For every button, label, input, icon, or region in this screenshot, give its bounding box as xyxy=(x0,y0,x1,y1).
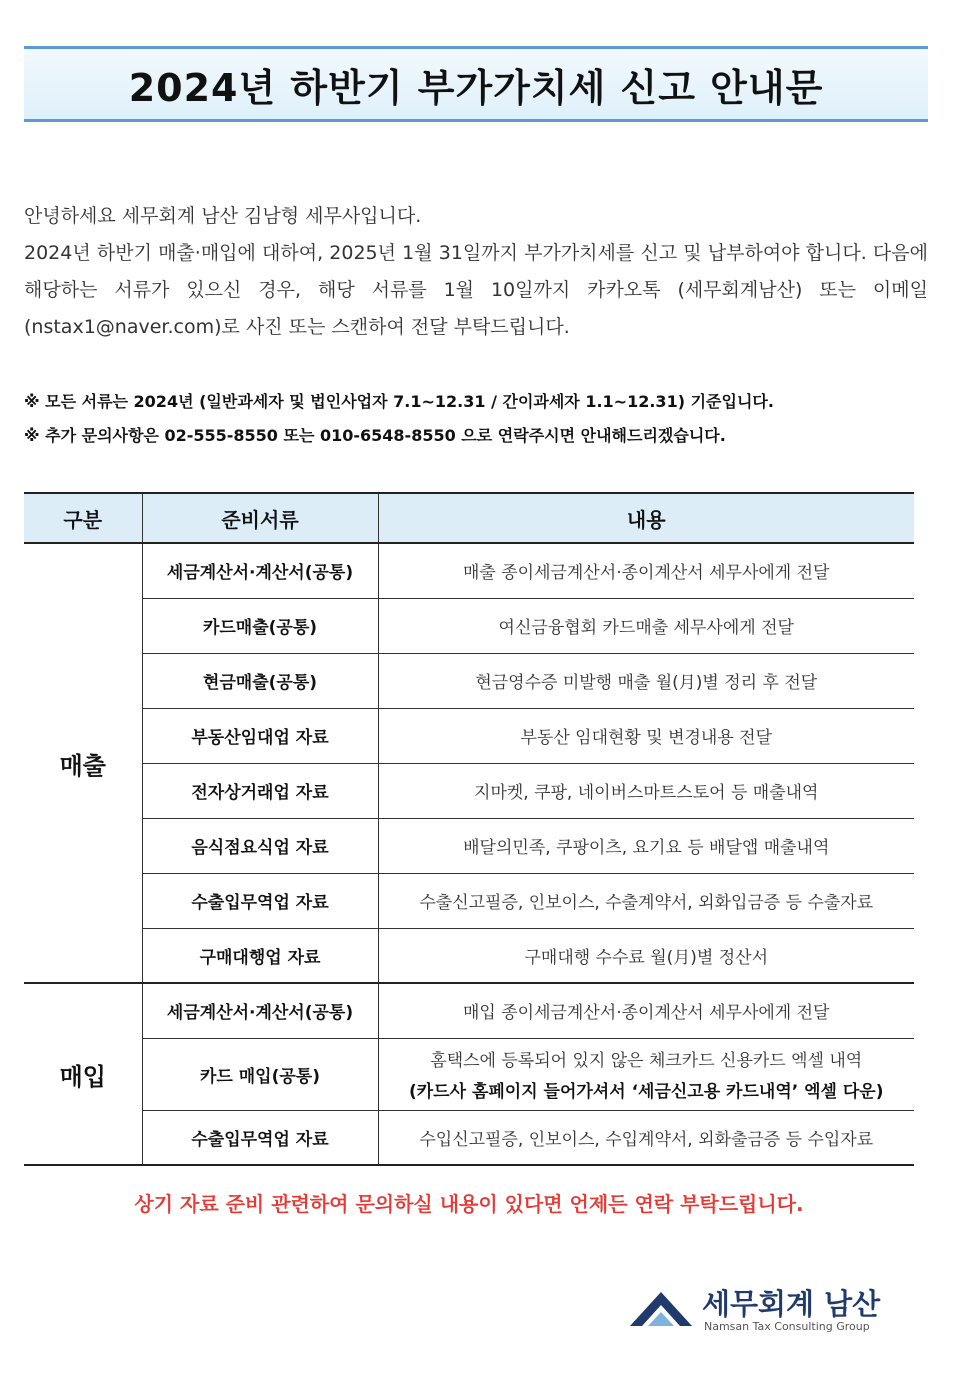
header-documents: 준비서류 xyxy=(142,493,378,543)
doc-content: 수출신고필증, 인보이스, 수출계약서, 외화입금증 등 수출자료 xyxy=(378,873,914,928)
logo-name-en: Namsan Tax Consulting Group xyxy=(704,1320,870,1333)
intro-text xyxy=(24,198,928,346)
doc-name: 카드 매입(공통) xyxy=(142,1038,378,1110)
doc-name: 수출입무역업 자료 xyxy=(142,1110,378,1165)
table-row xyxy=(24,763,914,818)
doc-content: 구매대행 수수료 월(月)별 정산서 xyxy=(378,928,914,983)
doc-content: 배달의민족, 쿠팡이츠, 요기요 등 배달앱 매출내역 xyxy=(378,818,914,873)
doc-name: 세금계산서·계산서(공통) xyxy=(142,983,378,1038)
doc-name: 현금매출(공통) xyxy=(142,653,378,708)
doc-content: 부동산 임대현황 및 변경내용 전달 xyxy=(378,708,914,763)
category-purchase: 매입 xyxy=(24,983,142,1165)
table-row xyxy=(24,928,914,983)
logo-name-ko: 세무회계 남산 xyxy=(702,1287,881,1321)
doc-name: 음식점요식업 자료 xyxy=(142,818,378,873)
table-row xyxy=(24,983,914,1038)
category-sales: 매출 xyxy=(24,543,142,983)
doc-content: 매출 종이세금계산서·종이계산서 세무사에게 전달 xyxy=(378,543,914,598)
note-basis: ※ 모든 서류는 2024년 (일반과세자 및 법인사업자 7.1~12.31 / 간이과세자 1.1~12.31) 기준입니다. xyxy=(24,392,774,411)
table-row xyxy=(24,818,914,873)
table-row xyxy=(24,873,914,928)
page-title: 2024년 하반기 부가가치세 신고 안내문 xyxy=(128,65,824,110)
table-header-row xyxy=(24,493,914,543)
table-row xyxy=(24,1038,914,1110)
greeting: 안녕하세요 세무회계 남산 김남형 세무사입니다. xyxy=(24,205,422,227)
doc-content: 지마켓, 쿠팡, 네이버스마트스토어 등 매출내역 xyxy=(378,763,914,818)
header-content: 내용 xyxy=(378,493,914,543)
doc-content-line2: (카드사 홈페이지 들어가셔서 ‘세금신고용 카드내역’ 엑셀 다운) xyxy=(408,1082,884,1102)
company-logo xyxy=(630,1284,910,1334)
doc-name: 부동산임대업 자료 xyxy=(142,708,378,763)
header-category: 구분 xyxy=(24,493,142,543)
title-banner xyxy=(24,46,928,122)
doc-name: 수출입무역업 자료 xyxy=(142,873,378,928)
doc-content xyxy=(378,1038,914,1110)
table-row xyxy=(24,543,914,598)
doc-content: 현금영수증 미발행 매출 월(月)별 정리 후 전달 xyxy=(378,653,914,708)
doc-name: 구매대행업 자료 xyxy=(142,928,378,983)
documents-table xyxy=(24,492,914,1166)
note-contact: ※ 추가 문의사항은 02-555-8550 또는 010-6548-8550 으로 연락주시면 안내해드리겠습니다. xyxy=(24,426,726,445)
doc-content: 수입신고필증, 인보이스, 수입계약서, 외화출금증 등 수입자료 xyxy=(378,1110,914,1165)
doc-content: 매입 종이세금계산서·종이계산서 세무사에게 전달 xyxy=(378,983,914,1038)
notes xyxy=(24,388,928,456)
doc-content: 여신금융협회 카드매출 세무사에게 전달 xyxy=(378,598,914,653)
intro-body: 2024년 하반기 매출·매입에 대하여, 2025년 1월 31일까지 부가가치세를 신고 및 납부하여야 합니다. 다음에 해당하는 서류가 있으신 경우, 해당 서류를 1월 10일까지 카카오톡 (세무회계남산) 또는 이메일 (nstax1@naver.com)로 사진 또는 스캔하여 전달 부탁드립니다. xyxy=(24,242,928,338)
doc-name: 카드매출(공통) xyxy=(142,598,378,653)
table-row xyxy=(24,1110,914,1165)
table-row xyxy=(24,598,914,653)
doc-content-line1: 홈택스에 등록되어 있지 않은 체크카드 신용카드 엑셀 내역 xyxy=(430,1051,863,1071)
table-row xyxy=(24,653,914,708)
table-row xyxy=(24,708,914,763)
footer-note: 상기 자료 준비 관련하여 문의하실 내용이 있다면 언제든 연락 부탁드립니다. xyxy=(134,1192,804,1216)
doc-name: 전자상거래업 자료 xyxy=(142,763,378,818)
mountain-logo-icon xyxy=(630,1286,692,1330)
doc-name: 세금계산서·계산서(공통) xyxy=(142,543,378,598)
